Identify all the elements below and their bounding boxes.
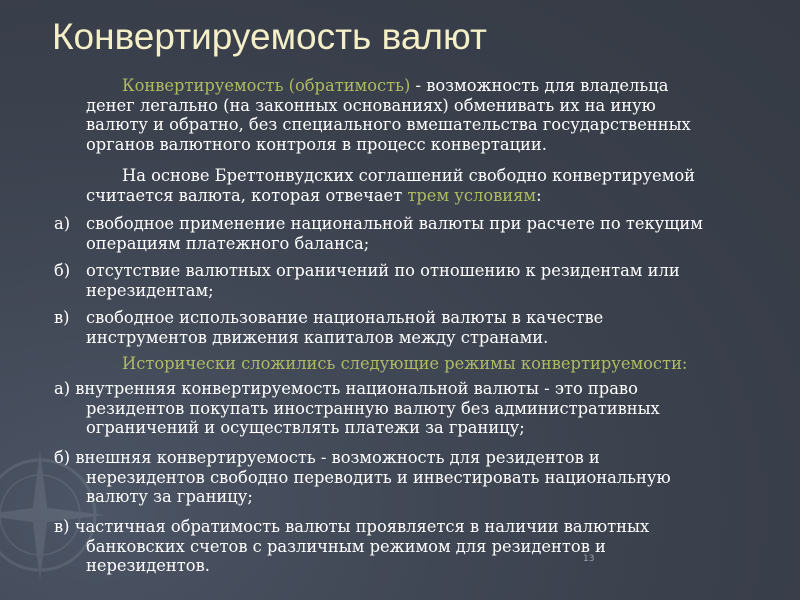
condition-line1: свободное применение национальной валюты при расчете по текущим: [86, 214, 703, 233]
intro-line2: денег легально (на законных основаниях) обменивать их на иную: [86, 95, 656, 115]
regime-line1: в) частичная обратимость валюты проявляется в наличии валютных: [54, 517, 650, 536]
regimes-heading: Исторически сложились следующие режимы конвертируемости:: [122, 354, 688, 373]
regime-line3: нерезидентов.: [86, 556, 210, 575]
intro-term: Конвертируемость (обратимость): [122, 76, 411, 95]
condition-line2: инструментов движения капиталов между странами.: [86, 327, 549, 347]
bretton-paragraph: [86, 166, 786, 205]
regime-item-external: [54, 448, 794, 508]
regime-line1: б) внешняя конвертируемость - возможность для резидентов и: [54, 448, 600, 467]
bretton-line1: На основе Бреттонвудских соглашений свободно конвертируемой: [122, 166, 696, 185]
condition-item-b: [54, 261, 794, 301]
condition-marker: а): [54, 214, 71, 233]
regime-line2: нерезидентов свободно переводить и инвестировать национальную: [86, 467, 671, 487]
regime-line2: банковских счетов с различным режимом для резидентов и: [86, 536, 606, 556]
condition-line1: отсутствие валютных ограничений по отношению к резидентам или: [86, 261, 680, 280]
regime-line1: а) внутренняя конвертируемость национальной валюты - это право: [54, 379, 638, 398]
condition-line2: операциям платежного баланса;: [86, 233, 370, 253]
regime-line2: резидентов покупать иностранную валюту без административных: [86, 398, 660, 418]
condition-marker: б): [54, 261, 71, 280]
intro-line1-rest: - возможность для владельца: [410, 76, 669, 95]
regime-item-internal: [54, 379, 794, 439]
regime-item-partial: [54, 517, 794, 577]
regime-line3: валюту за границу;: [86, 487, 253, 506]
condition-line1: свободное использование национальной валюты в качестве: [86, 308, 604, 327]
intro-line3: валюту и обратно, без специального вмешательства государственных: [86, 115, 691, 134]
condition-item-a: [54, 214, 794, 254]
slide-title: Конвертируемость валют: [52, 16, 487, 57]
intro-line4: органов валютного контроля в процесс конвертации.: [86, 134, 547, 154]
condition-item-c: [54, 308, 794, 348]
condition-line2: нерезидентам;: [86, 280, 214, 300]
bretton-line2-after: :: [536, 185, 542, 205]
three-conditions-highlight: трем условиям: [407, 185, 537, 205]
intro-paragraph: [86, 76, 786, 154]
page-number: 13: [583, 554, 595, 564]
regime-line3: ограничений и осуществлять платежи за границу;: [86, 418, 525, 437]
condition-marker: в): [54, 308, 70, 327]
bretton-line2-before: считается валюта, которая отвечает: [86, 185, 408, 205]
